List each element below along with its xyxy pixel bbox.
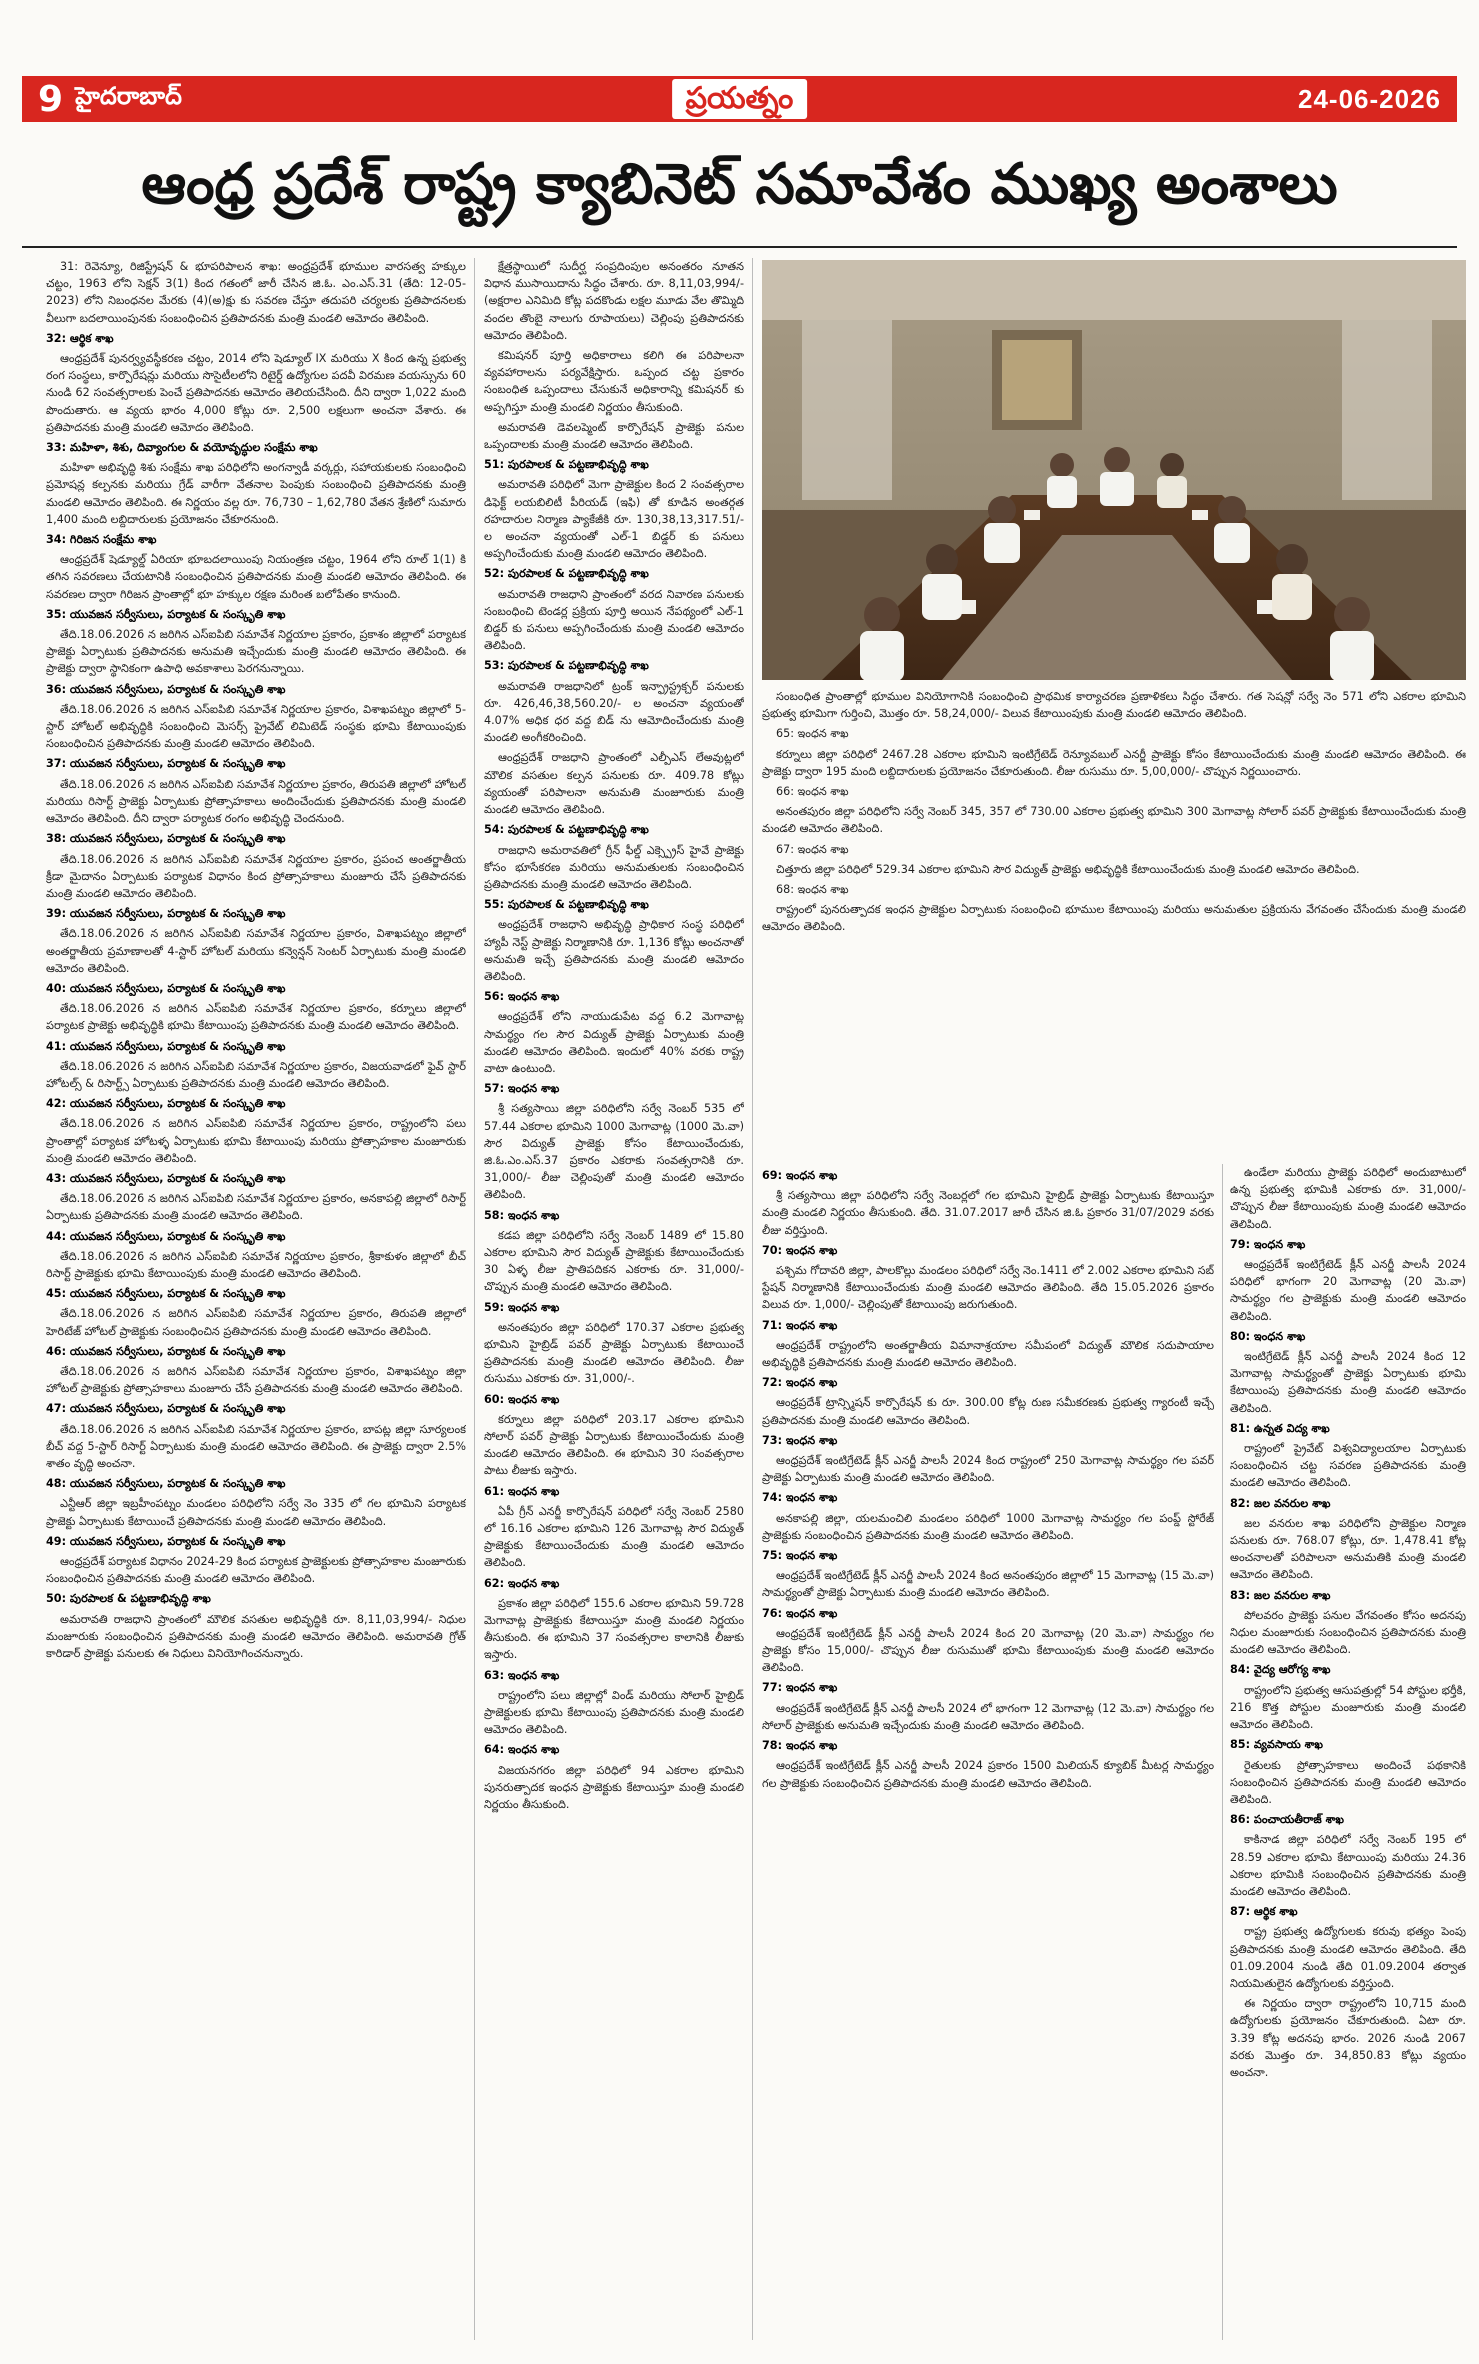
page-number: 9 (38, 78, 64, 120)
section-heading: 77: ఇంధన శాఖ (762, 1681, 838, 1695)
section-heading: 73: ఇంధన శాఖ (762, 1433, 838, 1447)
section-heading: 60: ఇంధన శాఖ (484, 1392, 560, 1406)
section-heading: 86: పంచాయతీరాజ్ శాఖ (1230, 1813, 1344, 1827)
paragraph: తేది.18.06.2026 న జరిగిన ఎస్ఐపిబి సమావేశ నిర్ణయాల ప్రకారం, ప్రపంచ అంతర్జాతీయ క్రీడా మైదానం ఏర్పాటుకు పర్యాటక విధానం కింద ప్రోత్సాహకాలు మంజూరు చేసే ప్రతిపాదనకు మంత్రి మండలి ఆమోదం తెలిపింది. (46, 852, 466, 900)
paragraph: అనంతపురం జిల్లా పరిధిలోని సర్వే నెంబర్ 345, 357 లో 730.00 ఎకరాల ప్రభుత్వ భూమిని 300 మెగావాట్ల సోలార్ పవర్ ప్రాజెక్టుకు కేటాయించేందుకు మంత్రి మండలి ఆమోదం తెలిపింది. (762, 805, 1466, 836)
section-heading: 57: ఇంధన శాఖ (484, 1082, 560, 1096)
paragraph: ఆంధ్రప్రదేశ్ ట్రాన్స్మిషన్ కార్పొరేషన్ కు రూ. 300.00 కోట్ల రుణ సమీకరణకు ప్రభుత్వ గ్యారంటీ ఇచ్చే ప్రతిపాదనకు మంత్రి మండలి ఆమోదం తెలిపింది. (762, 1396, 1214, 1427)
section-heading: 54: పురపాలక & పట్టణాభివృద్ధి శాఖ (484, 823, 649, 837)
section-heading: 48: యువజన సర్వీసులు, పర్యాటక & సంస్కృతి శాఖ (46, 1477, 286, 1491)
section-heading: 76: ఇంధన శాఖ (762, 1606, 838, 1620)
section-heading: 38: యువజన సర్వీసులు, పర్యాటక & సంస్కృతి శాఖ (46, 832, 286, 846)
section-heading: 41: యువజన సర్వీసులు, పర్యాటక & సంస్కృతి శాఖ (46, 1039, 286, 1053)
column-divider (752, 258, 753, 2340)
section-heading: 61: ఇంధన శాఖ (484, 1484, 560, 1498)
section-heading: 32: ఆర్థిక శాఖ (46, 331, 114, 345)
section-heading: 39: యువజన సర్వీసులు, పర్యాటక & సంస్కృతి శాఖ (46, 907, 286, 921)
section-heading: 66: ఇంధన శాఖ (776, 785, 849, 799)
paragraph: ఆంధ్రప్రదేశ్ పర్యాటక విధానం 2024-29 కింద పర్యాటక ప్రాజెక్టులకు ప్రోత్సాహకాల మంజూరుకు సంబంధించిన ప్రతిపాదనకు మంత్రి మండలి ఆమోదం తెలిపింది. (46, 1555, 466, 1586)
paragraph: ఆంధ్రప్రదేశ్ రాజధాని ప్రాంతంలో ఎల్పీఎస్ లేఅవుట్లలో మౌలిక వసతుల కల్పన పనులకు రూ. 409.78 కోట్లు వ్యయంతో పరిపాలనా అనుమతి మంజూరుకు మంత్రి మండలి ఆమోదం తెలిపింది. (484, 751, 744, 817)
paragraph: అనంతపురం జిల్లా పరిధిలో 170.37 ఎకరాల ప్రభుత్వ భూమిని హైబ్రిడ్ పవర్ ప్రాజెక్టు ఏర్పాటుకు కేటాయించే ప్రతిపాదనకు మంత్రి మండలి ఆమోదం తెలిపింది. లీజు రుసుము ఎకరాకు రూ. 31,000/-. (484, 1320, 744, 1386)
masthead-bar (22, 76, 1457, 122)
paragraph: ఆంధ్రప్రదేశ్ ఇంటిగ్రేటెడ్ క్లీన్ ఎనర్జీ పాలసీ 2024 కింద 20 మెగావాట్ల (20 మె.వా) సామర్థ్యం గల ప్రాజెక్టు కోసం 15,000/- చొప్పున లీజు రుసుముతో భూమి కేటాయింపుకు మంత్రి మండలి ఆమోదం తెలిపింది. (762, 1626, 1214, 1675)
newspaper-logo: ప్రయత్నం (672, 79, 808, 119)
section-heading: 68: ఇంధన శాఖ (776, 883, 849, 897)
section-heading: 70: ఇంధన శాఖ (762, 1243, 838, 1257)
section-heading: 79: ఇంధన శాఖ (1230, 1237, 1306, 1251)
paragraph: రాష్ట్రంలోని పలు జిల్లాల్లో విండ్ మరియు సోలార్ హైబ్రిడ్ ప్రాజెక్టులకు భూమి కేటాయింపు ప్రతిపాదనకు మంత్రి మండలి ఆమోదం తెలిపింది. (484, 1688, 744, 1737)
section-heading: 44: యువజన సర్వీసులు, పర్యాటక & సంస్కృతి శాఖ (46, 1229, 286, 1243)
section-heading: 49: యువజన సర్వీసులు, పర్యాటక & సంస్కృతి శాఖ (46, 1534, 286, 1548)
paragraph: ఇంటిగ్రేటెడ్ క్లీన్ ఎనర్జీ పాలసీ 2024 కింద 12 మెగావాట్ల సామర్థ్యంతో ప్రాజెక్టు ఏర్పాటుకు భూమి కేటాయింపు ప్రతిపాదనకు మంత్రి మండలి ఆమోదం తెలిపింది. (1230, 1350, 1466, 1415)
section-heading: 34: గిరిజన సంక్షేమ శాఖ (46, 533, 157, 547)
paragraph: తేది.18.06.2026 న జరిగిన ఎస్ఐపిబి సమావేశ నిర్ణయాల ప్రకారం, బాపట్ల జిల్లా సూర్యలంక బీచ్ వద్ద 5-స్టార్ రిసార్ట్ ఏర్పాటుకు మంత్రి మండలి ఆమోదం తెలిపింది. ఈ ప్రాజెక్టు ద్వారా 2.5% శాతం వృద్ధి అంచనా. (46, 1422, 466, 1470)
paragraph: 31: రెవెన్యూ, రిజిస్ట్రేషన్ & భూపరిపాలన శాఖ: అంధ్రప్రదేశ్ భూముల వారసత్వ హక్కుల చట్టం, 1963 లోని సెక్షన్ 3(1) కింద గతంలో జారీ చేసిన జి.ఓ. ఎం.ఎస్.31 (తేది: 12-05-2023) లోని నిబంధనల మేరకు (4)(అ)క్షు కు సవరణ చేస్తూ తదుపరి చర్యలకు ప్రతిపాదనలకు వీలుగా బదలాయింపునకు సంబంధించిన ప్రతిపాదనకు మంత్రి మండలి ఆమోదం తెలిపింది. (46, 260, 466, 325)
main-headline: ఆంధ్ర ప్రదేశ్ రాష్ట్ర క్యాబినెట్ సమావేశం ముఖ్య అంశాలు (22, 136, 1457, 248)
paragraph: అమరావతి డెవలప్మెంట్ కార్పొరేషన్ ప్రాజెక్టు పనుల ఒప్పందాలకు మంత్రి మండలి ఆమోదం తెలిపింది. (484, 420, 744, 452)
article-column-3-top (762, 688, 1466, 1158)
section-heading: 71: ఇంధన శాఖ (762, 1318, 838, 1332)
section-heading: 72: ఇంధన శాఖ (762, 1376, 838, 1390)
paragraph: అమరావతి రాజధాని ప్రాంతంలో వరద నివారణ పనులకు సంబంధించి టెండర్ల ప్రక్రియ పూర్తి అయిన నేపథ్యంలో ఎల్-1 బిడ్డర్ కు పనులు అప్పగించేందుకు మంత్రి మండలి ఆమోదం తెలిపింది. (484, 587, 744, 653)
paragraph: అంధ్రప్రదేశ్ రాజధాని అభివృద్ధి ప్రాధికార సంస్థ పరిధిలో హ్యాపీ నెస్ట్ ప్రాజెక్టు నిర్మాణానికి రూ. 1,136 కోట్లు అంచనాతో అనుమతి ఇచ్చే ప్రతిపాదనకు మంత్రి మండలి ఆమోదం తెలిపింది. (484, 918, 744, 983)
section-heading: 36: యువజన సర్వీసులు, పర్యాటక & సంస్కృతి శాఖ (46, 682, 286, 696)
section-heading: 40: యువజన సర్వీసులు, పర్యాటక & సంస్కృతి శాఖ (46, 981, 286, 995)
paragraph: రైతులకు ప్రోత్సాహకాలు అందించే పథకానికి సంబంధించిన ప్రతిపాదనకు మంత్రి మండలి ఆమోదం తెలిపింది. (1230, 1758, 1466, 1806)
paragraph: జల వనరుల శాఖ పరిధిలోని ప్రాజెక్టుల నిర్మాణ పనులకు రూ. 768.07 కోట్లు, రూ. 1,478.41 కోట్ల అంచనాలతో పరిపాలనా అనుమతికి మంత్రి మండలి ఆమోదం తెలిపింది. (1230, 1516, 1466, 1582)
section-heading: 83: జల వనరుల శాఖ (1230, 1588, 1331, 1602)
column-divider (474, 258, 475, 2340)
paragraph: ఆంధ్రప్రదేశ్ లోని నాయుడుపేట వద్ద 6.2 మెగావాట్ల సామర్థ్యం గల సౌర విద్యుత్ ప్రాజెక్టు ఏర్పాటుకు మంత్రి మండలి ఆమోదం తెలిపింది. ఇందులో 40% వరకు రాష్ట్ర వాటా ఉంటుంది. (484, 1010, 744, 1075)
article-column-3 (762, 1164, 1214, 2340)
paragraph: ఎన్టీఆర్ జిల్లా ఇబ్రహీంపట్నం మండలం పరిధిలోని సర్వే నెం 335 లో గల భూమిని పర్యాటక ప్రాజెక్టు ఏర్పాటుకు కేటాయించే ప్రతిపాదనకు మంత్రి మండలి ఆమోదం తెలిపింది. (46, 1497, 466, 1528)
paragraph: ఆంధ్రప్రదేశ్ ఇంటిగ్రేటెడ్ క్లీన్ ఎనర్జీ పాలసీ 2024 ప్రకారం 1500 మిలియన్ క్యూబిక్ మీటర్ల సామర్థ్యం గల ప్రాజెక్టుకు సంబంధించిన ప్రతిపాదనకు మంత్రి మండలి ఆమోదం తెలిపింది. (762, 1759, 1214, 1790)
paragraph: తేది.18.06.2026 న జరిగిన ఎస్ఐపిబి సమావేశ నిర్ణయాల ప్రకారం, అనకాపల్లి జిల్లాలో రిసార్ట్ ఏర్పాటుకు ప్రతిపాదనకు మంత్రి మండలి ఆమోదం తెలిపింది. (46, 1192, 466, 1223)
paragraph: రాజధాని అమరావతిలో గ్రీన్ ఫీల్డ్ ఎక్స్ప్రెస్ హైవే ప్రాజెక్టు కోసం భూసేకరణ మరియు అనుమతులకు సంబంధించిన ప్రతిపాదనకు మంత్రి మండలి ఆమోదం తెలిపింది. (484, 843, 744, 891)
paragraph: కర్నూలు జిల్లా పరిధిలో 203.17 ఎకరాల భూమిని సోలార్ పవర్ ప్రాజెక్టు ఏర్పాటుకు కేటాయించేందుకు మంత్రి మండలి ఆమోదం తెలిపింది. ఈ భూమిని 30 సంవత్సరాల పాటు లీజుకు ఇస్తారు. (484, 1412, 744, 1478)
paragraph: క్షేత్రస్థాయిలో సుదీర్ఘ సంప్రదింపుల అనంతరం నూతన విధాన ముసాయిదాను సిద్ధం చేశారు. రూ. 8,11,03,994/- (అక్షరాల ఎనిమిది కోట్ల పదకొండు లక్షల మూడు వేల తొమ్మిది వందల తొంబై నాలుగు రూపాయలు) చెల్లింపు ప్రతిపాదనకు ఆమోదం తెలిపింది. (484, 260, 744, 342)
cabinet-meeting-photo (762, 260, 1466, 680)
section-heading: 56: ఇంధన శాఖ (484, 990, 560, 1004)
paragraph: కర్నూలు జిల్లా పరిధిలో 2467.28 ఎకరాల భూమిని ఇంటిగ్రేటెడ్ రెన్యూవబుల్ ఎనర్జీ ప్రాజెక్టు కోసం కేటాయించేందుకు మంత్రి మండలి ఆమోదం తెలిపింది. ఈ ప్రాజెక్టు ద్వారా 195 మంది లబ్దిదారులకు ప్రయోజనం చేకూరుతుంది. లీజు రుసుము రూ. 5,00,000/- చొప్పున నిర్ణయించారు. (762, 747, 1466, 778)
paragraph: ఉండేలా మరియు ప్రాజెక్టు పరిధిలో అందుబాటులో ఉన్న ప్రభుత్వ భూమికి ఎకరాకు రూ. 31,000/- చొప్పున లీజు కేటాయింపుకు మంత్రి మండలి ఆమోదం తెలిపింది. (1230, 1166, 1466, 1231)
section-heading: 62: ఇంధన శాఖ (484, 1576, 560, 1590)
paragraph: తేది.18.06.2026 న జరిగిన ఎస్ఐపిబి సమావేశ నిర్ణయాల ప్రకారం, తిరుపతి జిల్లాలో హోటల్ మరియు రిసార్ట్ ప్రాజెక్టు ఏర్పాటుకు ప్రోత్సాహకాలు అందించేందుకు ప్రతిపాదనకు మంత్రి మండలి ఆమోదం తెలిపింది. దీని ద్వారా పర్యాటక రంగం అభివృద్ధి చెందనుంది. (46, 777, 466, 826)
paragraph: రాష్ట్రంలోని ప్రభుత్వ ఆసుపత్రుల్లో 54 పోస్టుల భర్తీకి, 216 కొత్త పోస్టుల మంజూరుకు మంత్రి మండలి ఆమోదం తెలిపింది. (1230, 1683, 1466, 1732)
section-heading: 64: ఇంధన శాఖ (484, 1743, 560, 1757)
paragraph: పోలవరం ప్రాజెక్టు పనుల వేగవంతం కోసం అదనపు నిధుల మంజూరుకు సంబంధించిన ప్రతిపాదనకు మంత్రి మండలి ఆమోదం తెలిపింది. (1230, 1608, 1466, 1657)
section-heading: 42: యువజన సర్వీసులు, పర్యాటక & సంస్కృతి శాఖ (46, 1097, 286, 1111)
paragraph: తేది.18.06.2026 న జరిగిన ఎస్ఐపిబి సమావేశ నిర్ణయాల ప్రకారం, విశాఖపట్నం జిల్లా హోటల్ ప్రాజెక్టుకు ప్రోత్సాహకాలు మంజూరు చేసే ప్రతిపాదనకు మంత్రి మండలి ఆమోదం తెలిపింది. (46, 1364, 466, 1396)
edition-date: 24-06-2026 (1298, 83, 1441, 114)
section-heading: 53: పురపాలక & పట్టణాభివృద్ధి శాఖ (484, 659, 649, 673)
meeting-photo-illustration (762, 260, 1466, 680)
section-heading: 65: ఇంధన శాఖ (776, 727, 849, 741)
paragraph: ఈ నిర్ణయం ద్వారా రాష్ట్రంలోని 10,715 మంది ఉద్యోగులకు ప్రయోజనం చేకూరుతుంది. ఏటా రూ. 3.39 కోట్ల అదనపు భారం. 2026 నుండి 2067 వరకు మొత్తం రూ. 34,850.83 కోట్లు వ్యయం అంచనా. (1230, 1997, 1466, 2079)
paragraph: తేది.18.06.2026 న జరిగిన ఎస్ఐపిబి సమావేశ నిర్ణయాల ప్రకారం, ప్రకాశం జిల్లాలో పర్యాటక ప్రాజెక్టు ఏర్పాటుకు ప్రతిపాదనకు అనుమతి ఇచ్చేందుకు మంత్రి మండలి ఆమోదం తెలిపింది. ఈ ప్రాజెక్టు ద్వారా స్థానికంగా ఉపాధి అవకాశాలు పెరగనున్నాయి. (46, 628, 466, 676)
section-heading: 45: యువజన సర్వీసులు, పర్యాటక & సంస్కృతి శాఖ (46, 1287, 286, 1301)
paragraph: సంబంధిత ప్రాంతాల్లో భూముల వినియోగానికి సంబంధించి ప్రాథమిక కార్యాచరణ ప్రణాళికలు సిద్ధం చేశారు. గత సెషన్లో సర్వే నెం 571 లోని ఎకరాల భూమిని ప్రభుత్వ భూమిగా గుర్తించి, మొత్తం రూ. 58,24,000/- విలువ కేటాయింపుకు మంత్రి మండలి ఆమోదం తెలిపింది. (762, 690, 1466, 721)
paragraph: విజయనగరం జిల్లా పరిధిలో 94 ఎకరాల భూమిని పునరుత్పాదక ఇంధన ప్రాజెక్టుకు కేటాయిస్తూ మంత్రి మండలి నిర్ణయం తీసుకుంది. (484, 1763, 744, 1812)
paragraph: ఏపీ గ్రీన్ ఎనర్జీ కార్పొరేషన్ పరిధిలో సర్వే నెంబర్ 2580 లో 16.16 ఎకరాల భూమిని 126 మెగావాట్ల సౌర విద్యుత్ ప్రాజెక్టుకు కేటాయించేందుకు మంత్రి మండలి ఆమోదం తెలిపింది. (484, 1504, 744, 1570)
paragraph: అమరావతి రాజధానిలో ట్రంక్ ఇన్ఫ్రాస్ట్రక్చర్ పనులకు రూ. 426,46,38,560.20/- ల అంచనా వ్యయంతో 4.07% అధిక ధర వద్ద బిడ్ ను ఆమోదించేందుకు మంత్రి మండలి అంగీకరించింది. (484, 679, 744, 745)
paragraph: ఆంధ్రప్రదేశ్ ఇంటిగ్రేటెడ్ క్లీన్ ఎనర్జీ పాలసీ 2024 పరిధిలో భాగంగా 20 మెగావాట్ల (20 మె.వా) సామర్థ్యం గల ప్రాజెక్టుకు మంత్రి మండలి ఆమోదం తెలిపింది. (1230, 1258, 1466, 1323)
paragraph: శ్రీ సత్యసాయి జిల్లా పరిధిలోని సర్వే నెంబర్లలో గల భూమిని హైబ్రిడ్ ప్రాజెక్టు ఏర్పాటుకు కేటాయిస్తూ మంత్రి మండలి నిర్ణయం తీసుకుంది. తేది. 31.07.2017 జారీ చేసిన జి.ఓ ప్రకారం 31/07/2029 వరకు లీజు వర్తిస్తుంది. (762, 1189, 1214, 1237)
paragraph: ఆంధ్రప్రదేశ్ ఇంటిగ్రేటెడ్ క్లీన్ ఎనర్జీ పాలసీ 2024 కింద రాష్ట్రంలో 250 మెగావాట్ల సామర్థ్యం గల పవర్ ప్రాజెక్టు ఏర్పాటుకు మంత్రి మండలి ఆమోదం తెలిపింది. (762, 1454, 1214, 1485)
paragraph: ప్రకాశం జిల్లా పరిధిలో 155.6 ఎకరాల భూమిని 59.728 మెగావాట్ల ప్రాజెక్టుకు కేటాయిస్తూ మంత్రి మండలి నిర్ణయం తీసుకుంది. ఈ భూమిని 37 సంవత్సరాల కాలానికి లీజుకు ఇస్తారు. (484, 1596, 744, 1662)
section-heading: 85: వ్యవసాయ శాఖ (1230, 1738, 1323, 1752)
section-heading: 59: ఇంధన శాఖ (484, 1300, 560, 1314)
paragraph: అనకాపల్లి జిల్లా, యలమంచిలి మండలం పరిధిలో 1000 మెగావాట్ల సామర్థ్యం గల పంప్డ్ స్టోరేజ్ ప్రాజెక్టుకు సంబంధించిన ప్రతిపాదనకు మంత్రి మండలి ఆమోదం తెలిపింది. (762, 1511, 1214, 1542)
paragraph: ఆంధ్రప్రదేశ్ షెడ్యూల్డ్ ఏరియా భూబదలాయింపు నియంత్రణ చట్టం, 1964 లోని రూల్ 1(1) కి తగిన సవరణలు చేయటానికి సంబంధించిన ప్రతిపాదనకు మంత్రి మండలి ఆమోదం తెలిపింది. ఈ సవరణల ద్వారా గిరిజన ప్రాంతాల్లో భూ హక్కుల రక్షణ మరింత బలోపేతం కానుంది. (46, 553, 466, 601)
paragraph: ఆంధ్రప్రదేశ్ రాష్ట్రంలోని అంతర్జాతీయ విమానాశ్రయాల సమీపంలో విద్యుత్ మౌలిక సదుపాయాల అభివృద్ధికి ప్రతిపాదనకు మంత్రి మండలి ఆమోదం తెలిపింది. (762, 1338, 1214, 1370)
section-heading: 46: యువజన సర్వీసులు, పర్యాటక & సంస్కృతి శాఖ (46, 1344, 286, 1358)
paragraph: తేది.18.06.2026 న జరిగిన ఎస్ఐపిబి సమావేశ నిర్ణయాల ప్రకారం, విశాఖపట్నం జిల్లాలో 5-స్టార్ హోటల్ అభివృద్ధికి సంబంధించి మెసర్స్ ప్రైవేట్ లిమిటెడ్ సంస్థకు భూమి కేటాయింపుకు సంబంధించిన ప్రతిపాదనకు మంత్రి మండలి ఆమోదం తెలిపింది. (46, 702, 466, 751)
section-heading: 50: పురపాలక & పట్టణాభివృద్ధి శాఖ (46, 1592, 211, 1606)
article-column-4 (1230, 1164, 1466, 2340)
paragraph: తేది.18.06.2026 న జరిగిన ఎస్ఐపిబి సమావేశ నిర్ణయాల ప్రకారం, తిరుపతి జిల్లాలో హెరిటేజ్ హోటల్ ప్రాజెక్టుకు సంబంధించిన ప్రతిపాదనకు మంత్రి మండలి ఆమోదం తెలిపింది. (46, 1307, 466, 1338)
paragraph: పశ్చిమ గోదావరి జిల్లా, పాలకొల్లు మండలం పరిధిలో సర్వే నెం.1411 లో 2.002 ఎకరాల భూమిని సబ్ స్టేషన్ నిర్మాణానికి కేటాయించేందుకు మంత్రి మండలి ఆమోదం తెలిపింది. తేది 15.05.2026 ప్రకారం విలువ రూ. 1,000/- చెల్లింపుతో కేటాయింపు జరుగుతుంది. (762, 1264, 1214, 1312)
section-heading: 78: ఇంధన శాఖ (762, 1739, 838, 1753)
paragraph: రాష్ట్రంలో ప్రైవేట్ విశ్వవిద్యాలయాల ఏర్పాటుకు సంబంధించిన చట్ట సవరణ ప్రతిపాదనకు మంత్రి మండలి ఆమోదం తెలిపింది. (1230, 1442, 1466, 1490)
paragraph: ఆంధ్రప్రదేశ్ పునర్వ్యవస్థీకరణ చట్టం, 2014 లోని షెడ్యూల్ IX మరియు X కింద ఉన్న ప్రభుత్వ రంగ సంస్థలు, కార్పొరేషన్లు మరియు సొసైటీలలోని రిటైర్డ్ ఉద్యోగుల పదవీ విరమణ వయస్సును 60 నుండి 62 సంవత్సరాలకు పెంచే ప్రతిపాదనకు ఆమోదం తెలియచేసింది. దీని ద్వారా 1,022 మంది పొందుతారు. ఆ వ్యయ భారం 4,000 కోట్లు రూ. 2,500 లక్షలుగా అంచనా వేశారు. ఈ ప్రతిపాదనకు మంత్రి మండలి ఆమోదం తెలిపింది. (46, 352, 466, 434)
section-heading: 67: ఇంధన శాఖ (776, 842, 849, 856)
article-column-1 (46, 258, 466, 2340)
section-heading: 80: ఇంధన శాఖ (1230, 1329, 1306, 1343)
section-heading: 74: ఇంధన శాఖ (762, 1491, 838, 1505)
column-divider (1222, 1164, 1223, 2340)
paragraph: కాకినాడ జిల్లా పరిధిలో సర్వే నెంబర్ 195 లో 28.59 ఎకరాల భూమి కేటాయింపు మరియు 24.36 ఎకరాల భూమికి సంబంధించిన ప్రతిపాదనకు మంత్రి మండలి ఆమోదం తెలిపింది. (1230, 1833, 1466, 1898)
section-heading: 58: ఇంధన శాఖ (484, 1208, 560, 1222)
edition-city: హైదరాబాద్ (75, 82, 182, 110)
section-heading: 75: ఇంధన శాఖ (762, 1549, 838, 1563)
paragraph: రాష్ట్రంలో పునరుత్పాదక ఇంధన ప్రాజెక్టుల ఏర్పాటుకు సంబంధించి భూముల కేటాయింపు మరియు అనుమతుల ప్రక్రియను వేగవంతం చేసేందుకు మంత్రి మండలి ఆమోదం తెలిపింది. (762, 903, 1466, 934)
section-heading: 51: పురపాలక & పట్టణాభివృద్ధి శాఖ (484, 458, 649, 472)
section-heading: 81: ఉన్నత విద్య శాఖ (1230, 1421, 1330, 1435)
paragraph: తేది.18.06.2026 న జరిగిన ఎస్ఐపిబి సమావేశ నిర్ణయాల ప్రకారం, కర్నూలు జిల్లాలో పర్యాటక ప్రాజెక్టు అభివృద్ధికి భూమి కేటాయింపు ప్రతిపాదనకు మంత్రి మండలి ఆమోదం తెలిపింది. (46, 1002, 466, 1033)
section-heading: 82: జల వనరుల శాఖ (1230, 1496, 1331, 1510)
paragraph: ఆంధ్రప్రదేశ్ ఇంటిగ్రేటెడ్ క్లీన్ ఎనర్జీ పాలసీ 2024 కింద అనంతపురం జిల్లాలో 15 మెగావాట్ల (15 మె.వా) సామర్థ్యంతో ప్రాజెక్టు ఏర్పాటుకు మంత్రి మండలి ఆమోదం తెలిపింది. (762, 1569, 1214, 1600)
paragraph: శ్రీ సత్యసాయి జిల్లా పరిధిలోని సర్వే నెంబర్ 535 లో 57.44 ఎకరాల భూమిని 1000 మెగావాట్ల (1000 మె.వా) సౌర విద్యుత్ ప్రాజెక్టు కోసం కేటాయించేందుకు, జి.ఓ.ఎం.ఎస్.37 ప్రకారం ఎకరాకు సంవత్సరానికి రూ. 31,000/- లీజు చెల్లింపుతో మంత్రి మండలి ఆమోదం తెలిపింది. (484, 1102, 744, 1202)
paragraph: మహిళా అభివృద్ధి శిశు సంక్షేమ శాఖ పరిధిలోని అంగన్వాడీ వర్కర్లు, సహాయకులకు సంబంధించి ప్రమోషన్ల కల్పనకు మరియు గ్రేడ్ వారీగా వేతనాల పెంపుకు సంబంధించి ప్రతిపాదనకు మంత్రి మండలి ఆమోదం తెలిపింది. ఈ నిర్ణయం వల్ల రూ. 76,730 – 1,62,780 వేతన శ్రేణిలో సుమారు 1,400 మంది లబ్దిదారులకు ప్రయోజనం చేకూరనుంది. (46, 461, 466, 526)
section-heading: 37: యువజన సర్వీసులు, పర్యాటక & సంస్కృతి శాఖ (46, 757, 286, 771)
paragraph: అమరావతి పరిధిలో మెగా ప్రాజెక్టుల కింద 2 సంవత్సరాల డిఫెక్ట్ లయబిలిటీ పీరియడ్ (ఇఫి) తో కూడిన అంతర్గత రహదారుల నిర్మాణ ప్యాకేజీకి రూ. 130,38,13,317.51/- ల అంచనా వ్యయంతో ఎల్-1 బిడ్డర్ కు పనులు అప్పగించేందుకు మంత్రి మండలి ఆమోదం తెలిపింది. (484, 478, 744, 561)
section-heading: 84: వైద్య ఆరోగ్య శాఖ (1230, 1663, 1331, 1677)
paragraph: తేది.18.06.2026 న జరిగిన ఎస్ఐపిబి సమావేశ నిర్ణయాల ప్రకారం, విశాఖపట్నం జిల్లాలో అంతర్జాతీయ ప్రమాణాలతో 4-స్టార్ హోటల్ మరియు కన్వెన్షన్ సెంటర్ ఏర్పాటుకు మంత్రి మండలి ఆమోదం తెలిపింది. (46, 927, 466, 975)
section-heading: 43: యువజన సర్వీసులు, పర్యాటక & సంస్కృతి శాఖ (46, 1171, 286, 1185)
paragraph: అమరావతి రాజధాని ప్రాంతంలో మౌలిక వసతుల అభివృద్ధికి రూ. 8,11,03,994/- నిధుల మంజూరుకు సంబంధించిన ప్రతిపాదనకు మంత్రి మండలి ఆమోదం తెలిపింది. అమరావతి గ్రోత్ కారిడార్ ప్రాజెక్టు పనులకు ఈ నిధులు వినియోగించనున్నారు. (46, 1612, 466, 1661)
section-heading: 33: మహిళా, శిశు, దివ్యాంగుల & వయోవృద్ధుల సంక్షేమ శాఖ (46, 441, 318, 455)
paragraph: తేది.18.06.2026 న జరిగిన ఎస్ఐపిబి సమావేశ నిర్ణయాల ప్రకారం, శ్రీకాకుళం జిల్లాలో బీచ్ రిసార్ట్ ప్రాజెక్టుకు భూమి కేటాయింపుకు మంత్రి మండలి ఆమోదం తెలిపింది. (46, 1249, 466, 1280)
section-heading: 47: యువజన సర్వీసులు, పర్యాటక & సంస్కృతి శాఖ (46, 1402, 286, 1416)
paragraph: కడప జిల్లా పరిధిలోని సర్వే నెంబర్ 1489 లో 15.80 ఎకరాల భూమిని సౌర విద్యుత్ ప్రాజెక్టుకు కేటాయించేందుకు 30 ఏళ్ళ లీజు ప్రాతిపదికన ఎకరాకు రూ. 31,000/- చొప్పున మంత్రి మండలి ఆమోదం తెలిపింది. (484, 1228, 744, 1294)
paragraph: చిత్తూరు జిల్లా పరిధిలో 529.34 ఎకరాల భూమిని సౌర విద్యుత్ ప్రాజెక్టు అభివృద్ధికి కేటాయించేందుకు మంత్రి మండలి ఆమోదం తెలిపింది. (776, 862, 1360, 876)
section-heading: 69: ఇంధన శాఖ (762, 1169, 838, 1182)
paragraph: తేది.18.06.2026 న జరిగిన ఎస్ఐపిబి సమావేశ నిర్ణయాల ప్రకారం, విజయవాడలో ఫైవ్ స్టార్ హోటల్స్ & రిసార్ట్స్ ఏర్పాటుకు ప్రతిపాదనకు మంత్రి మండలి ఆమోదం తెలిపింది. (46, 1059, 466, 1090)
paragraph: ఆంధ్రప్రదేశ్ ఇంటిగ్రేటెడ్ క్లీన్ ఎనర్జీ పాలసీ 2024 లో భాగంగా 12 మెగావాట్ల (12 మె.వా) సామర్థ్యం గల సోలార్ ప్రాజెక్టుకు అనుమతి ఇచ్చేందుకు మంత్రి మండలి ఆమోదం తెలిపింది. (762, 1701, 1214, 1732)
section-heading: 35: యువజన సర్వీసులు, పర్యాటక & సంస్కృతి శాఖ (46, 607, 286, 621)
section-heading: 87: ఆర్థిక శాఖ (1230, 1905, 1298, 1919)
section-heading: 63: ఇంధన శాఖ (484, 1668, 560, 1682)
section-heading: 52: పురపాలక & పట్టణాభివృద్ధి శాఖ (484, 567, 649, 581)
paragraph: రాష్ట్ర ప్రభుత్వ ఉద్యోగులకు కరువు భత్యం పెంపు ప్రతిపాదనకు మంత్రి మండలి ఆమోదం తెలిపింది. తేది 01.09.2004 నుండి తేది 01.09.2004 తర్వాత నియమితులైన ఉద్యోగులకు వర్తిస్తుంది. (1230, 1925, 1466, 1990)
article-column-2 (484, 258, 744, 2340)
paragraph: తేది.18.06.2026 న జరిగిన ఎస్ఐపిబి సమావేశ నిర్ణయాల ప్రకారం, రాష్ట్రంలోని పలు ప్రాంతాల్లో పర్యాటక హోటళ్ళ ఏర్పాటుకు భూమి కేటాయింపు మరియు ప్రోత్సాహకాల మంజూరుకు మంత్రి మండలి ఆమోదం తెలిపింది. (46, 1117, 466, 1165)
section-heading: 55: పురపాలక & పట్టణాభివృద్ధి శాఖ (484, 898, 649, 912)
paragraph: కమిషనర్ పూర్తి అధికారాలు కలిగి ఈ పరిపాలనా వ్యవహారాలను పర్యవేక్షిస్తారు. ఒప్పంద చట్ట ప్రకారం సంబంధిత ఒప్పందాలు చేసుకునే అధికారాన్ని కమిషనర్ కు అప్పగిస్తూ మంత్రి మండలి నిర్ణయం తీసుకుంది. (484, 349, 744, 414)
